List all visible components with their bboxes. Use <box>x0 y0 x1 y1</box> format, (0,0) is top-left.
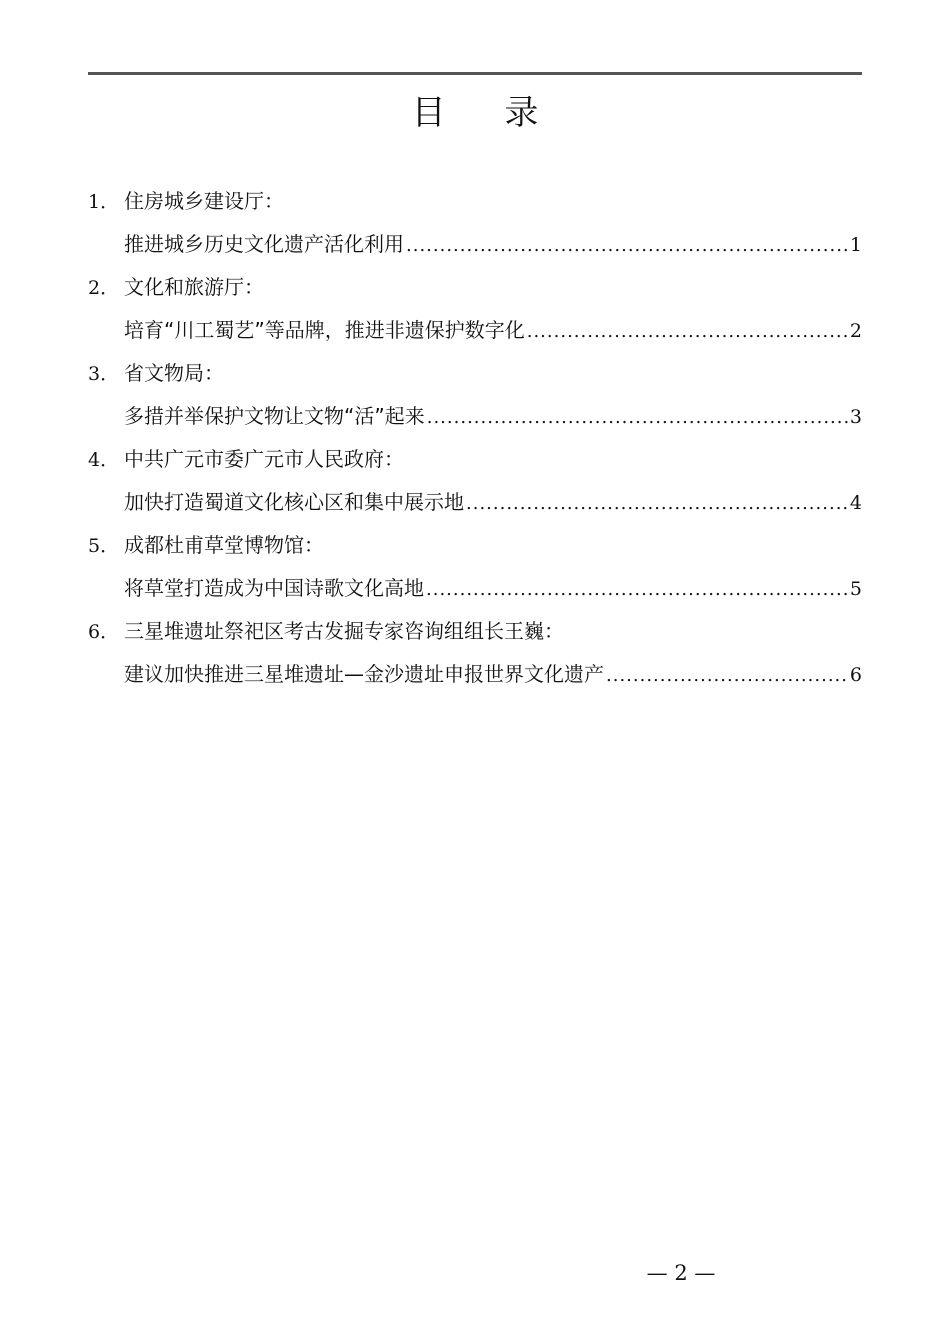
toc-page-number: 6 <box>849 664 862 686</box>
toc-entry-3[interactable] <box>88 352 862 438</box>
toc-entry-6[interactable] <box>88 610 862 696</box>
toc-entry-number: 1． <box>88 191 120 213</box>
toc-dot-leader <box>427 396 848 439</box>
toc-entry-2[interactable] <box>88 266 862 352</box>
toc-entry-1[interactable] <box>88 180 862 266</box>
toc-entry-title: 建议加快推进三星堆遗址—金沙遗址申报世界文化遗产 <box>124 662 604 686</box>
toc-entry-heading: 中共广元市委广元市人民政府： <box>124 447 404 471</box>
toc-dot-leader <box>406 224 848 267</box>
toc-entry-heading: 文化和旅游厅： <box>124 275 264 299</box>
toc-dot-leader <box>466 482 848 525</box>
toc-entry-5[interactable] <box>88 524 862 610</box>
toc-entry-heading: 三星堆遗址祭祀区考古发掘专家咨询组组长王巍： <box>124 619 564 643</box>
toc-entry-title: 加快打造蜀道文化核心区和集中展示地 <box>124 490 464 514</box>
toc-entry-heading: 住房城乡建设厅： <box>124 189 284 213</box>
toc-page-number: 5 <box>849 578 862 600</box>
toc-entry-title: 推进城乡历史文化遗产活化利用 <box>124 232 404 256</box>
toc-entry-number: 5． <box>88 535 120 557</box>
toc-entry-heading: 成都杜甫草堂博物馆： <box>124 533 324 557</box>
toc-entry-number: 6． <box>88 621 120 643</box>
page-footer-number: — 2 — <box>646 1261 716 1285</box>
toc-dot-leader <box>606 654 848 697</box>
toc-dot-leader <box>426 568 848 611</box>
page-title: 目 录 <box>411 93 563 133</box>
toc-entry-title: 多措并举保护文物让文物“活”起来 <box>124 404 425 428</box>
table-of-contents <box>88 180 862 696</box>
header-rule <box>88 72 862 75</box>
toc-entry-number: 4． <box>88 449 120 471</box>
toc-entry-number: 2． <box>88 277 120 299</box>
toc-page-number: 2 <box>849 320 862 342</box>
toc-entry-title: 培育“川工蜀艺”等品牌，推进非遗保护数字化 <box>124 318 525 342</box>
toc-dot-leader <box>527 310 848 353</box>
toc-page-number: 4 <box>849 492 862 514</box>
toc-entry-4[interactable] <box>88 438 862 524</box>
toc-page-number: 1 <box>849 234 862 256</box>
toc-entry-title: 将草堂打造成为中国诗歌文化高地 <box>124 576 424 600</box>
toc-entry-heading: 省文物局： <box>124 361 224 385</box>
toc-page-number: 3 <box>849 406 862 428</box>
toc-entry-number: 3． <box>88 363 120 385</box>
